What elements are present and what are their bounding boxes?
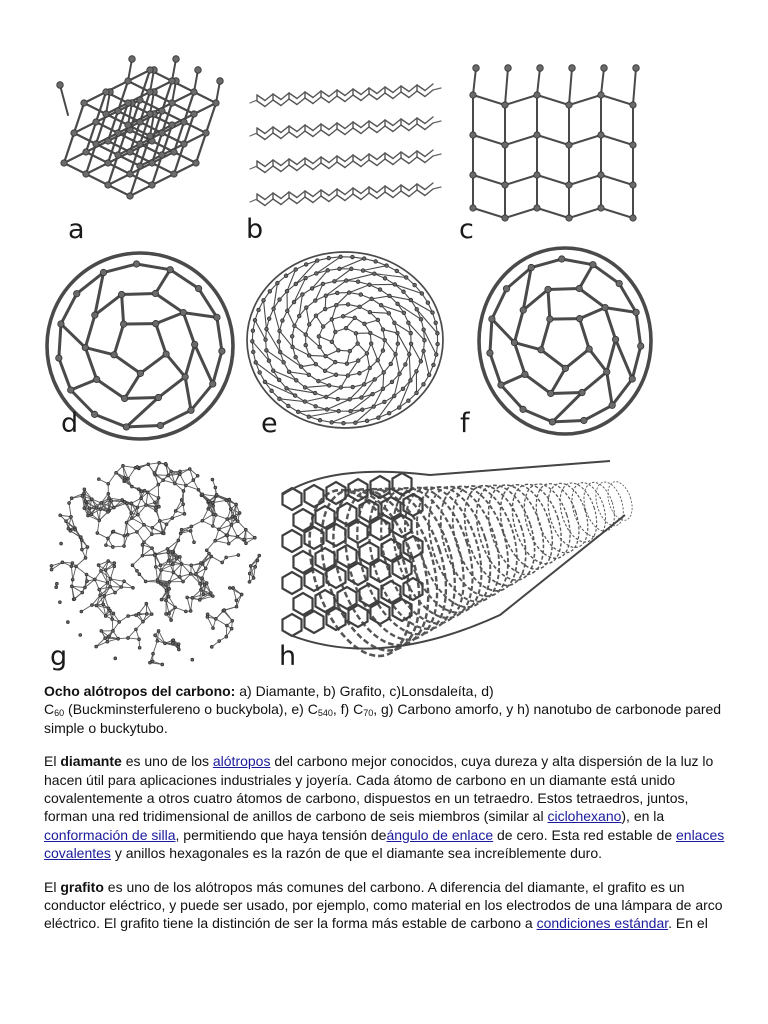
paragraph-text: es uno de los (121, 753, 213, 770)
panel-label-g: g (50, 641, 68, 672)
paragraph-text: ), en la (621, 808, 665, 825)
panel-label-c: c (459, 214, 474, 245)
caption-text: , f) C (332, 701, 364, 718)
panel-label-f: f (460, 408, 470, 439)
figure-c540 (245, 248, 455, 438)
paragraph-text: . En el (668, 915, 708, 932)
panel-label-e: e (261, 408, 278, 439)
panel-label-b: b (246, 214, 264, 245)
figure-amorphous (40, 455, 280, 675)
figure-diamond (40, 40, 250, 245)
figure-c60 (40, 248, 250, 438)
caption-text: C (44, 701, 55, 718)
caption-title: Ocho alótropos del carbono: (44, 683, 236, 699)
panel-label-a: a (68, 214, 85, 245)
link-ciclohexano[interactable]: ciclohexano (547, 808, 622, 825)
paragraph-text: y anillos hexagonales es la razón de que el diamante sea increíblemente duro. (110, 845, 603, 862)
paragraph-text: es uno de los alótropos más comunes del carbono. A diferencia del diamante, el grafito es un conductor eléctrico, y puede ser usado, por ejemplo, como material en los electrodos de una lámpara de arco eléctrico. El grafito tiene la distinción de ser la forma más estable de carbono a (44, 878, 723, 932)
paragraph-text: de cero. Esta red estable de (493, 826, 676, 843)
link-condiciones-estandar[interactable]: condiciones estándar (536, 915, 669, 932)
figure-graphite (245, 40, 445, 245)
caption-subscript: 540 (317, 708, 333, 719)
caption-text: , g) Carbono amorfo, y h) nanotubo de carbonode pared simple o buckytubo. (44, 701, 722, 736)
link-alotropos[interactable]: alótropos (212, 753, 271, 770)
caption-subscript: 60 (54, 708, 65, 719)
lonsdaleite-structure-image (455, 40, 665, 245)
graphite-structure-image (245, 40, 445, 245)
figure-c70 (455, 248, 665, 438)
c70-structure-image (455, 248, 665, 438)
figure-caption (44, 682, 728, 737)
article-body (44, 682, 728, 948)
graphite-paragraph (44, 878, 728, 933)
panel-label-d: d (61, 408, 79, 439)
link-enlaces-covalentes[interactable]: enlaces covalentes (44, 826, 725, 862)
caption-text: (Buckminsterfulereno o buckybola), e) C (64, 701, 318, 718)
link-conformacion-de-silla[interactable]: conformación de silla (44, 826, 176, 843)
amorphous-carbon-image (40, 455, 280, 675)
term-grafito: grafito (60, 878, 104, 895)
paragraph-text: El (44, 753, 61, 770)
paragraph-text: del carbono mejor conocidos, cuya dureza y alta dispersión de la luz lo hacen útil para aplicaciones industriales y joyería. Cada átomo de carbono en un diamante está unido covalentemente a otros cuatro átomos de carbono, dispuestos en un tetraedro. Estos tetraedros, juntos, forman una red tridimensional de anillos de carbono de seis miembros (similar al (44, 753, 714, 825)
term-diamante: diamante (60, 753, 122, 770)
diamond-paragraph (44, 752, 728, 862)
nanotube-structure-image (270, 455, 660, 675)
figure-nanotube (270, 455, 660, 675)
paragraph-text: , permitiendo que haya tensión de (175, 826, 387, 843)
panel-label-h: h (279, 641, 297, 672)
link-angulo-de-enlace[interactable]: ángulo de enlace (386, 826, 494, 843)
figure-lonsdaleite (455, 40, 665, 245)
paragraph-text: El (44, 878, 61, 895)
caption-subscript: 70 (363, 708, 374, 719)
caption-text: a) Diamante, b) Grafito, c)Lonsdaleíta, d) (235, 683, 494, 699)
